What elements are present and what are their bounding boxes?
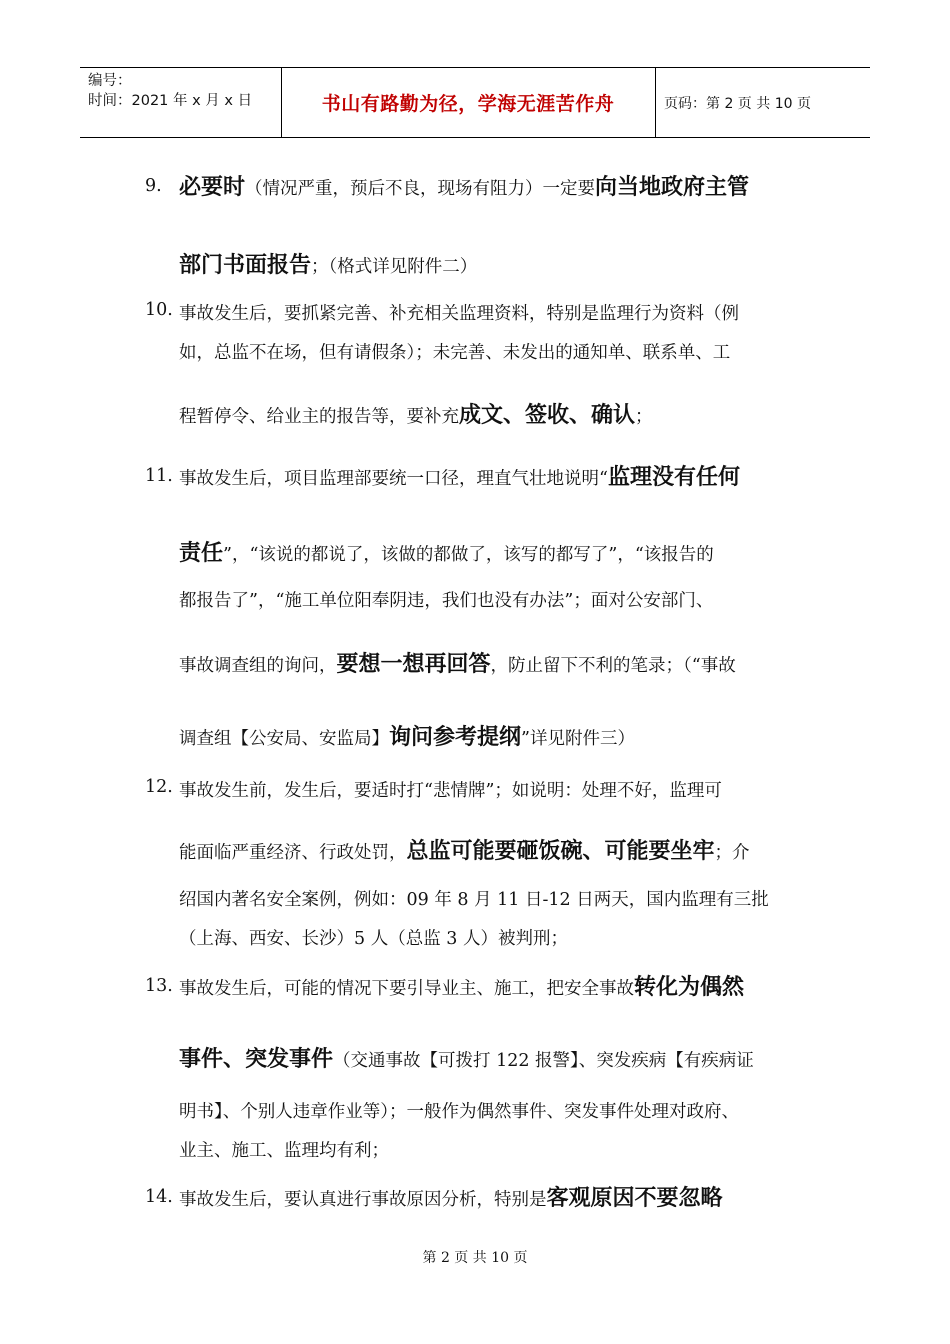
header-page-number: 页码：第 2 页 共 10 页 <box>664 95 811 112</box>
plain-text: ”详见附件三） <box>521 729 635 749</box>
item-line: 事故发生前，发生后，要适时打“悲情牌”；如说明：处理不好，监理可 <box>179 781 722 801</box>
item-line <box>179 1181 723 1212</box>
emphasis-text: 客观原因不要忽略 <box>546 1186 723 1211</box>
header-divider <box>655 68 656 137</box>
plain-text: 程暂停令、给业主的报告等，要补充 <box>179 407 459 427</box>
item-line <box>179 536 714 567</box>
item-line: 明书】、个别人违章作业等）；一般作为偶然事件、突发事件处理对政府、 <box>179 1102 739 1122</box>
item-line <box>179 1042 754 1073</box>
emphasis-text: 成文、签收、确认 <box>459 403 636 428</box>
item-line <box>179 647 736 678</box>
page-footer: 第 2 页 共 10 页 <box>422 1250 528 1266</box>
plain-text: ”，“该说的都说了，该做的都做了，该写的都写了”，“该报告的 <box>223 545 714 565</box>
item-line <box>179 248 477 279</box>
document-number-label: 编号： <box>88 73 132 89</box>
plain-text: 调查组【公安局、安监局】 <box>179 729 389 749</box>
item-line: （上海、西安、长沙）5 人（总监 3 人）被判刑； <box>179 929 568 949</box>
header-left-cell <box>88 71 252 111</box>
plain-text: ； <box>635 407 653 427</box>
plain-text: （交通事故【可拨打 122 报警】、突发疾病【有疾病证 <box>333 1051 754 1071</box>
plain-text: ；（格式详见附件二） <box>311 257 478 277</box>
plain-text: ；介 <box>714 843 750 863</box>
plain-text: 能面临严重经济、行政处罚， <box>179 843 407 863</box>
item-line: 如，总监不在场，但有请假条）；未完善、未发出的通知单、联系单、工 <box>179 343 731 363</box>
item-line <box>179 170 749 201</box>
emphasis-text: 必要时 <box>179 175 246 200</box>
item-line <box>179 398 653 429</box>
document-header <box>80 67 870 138</box>
header-motto: 书山有路勤为径，学海无涯苦作舟 <box>321 93 615 115</box>
plain-text: 事故发生后，项目监理部要统一口径，理直气壮地说明“ <box>179 469 608 489</box>
emphasis-text: 事件、突发事件 <box>179 1047 334 1072</box>
emphasis-text: 向当地政府主管 <box>595 175 750 200</box>
item-line: 事故发生后，要抓紧完善、补充相关监理资料，特别是监理行为资料（例 <box>179 304 739 324</box>
emphasis-text: 询问参考提纲 <box>389 725 522 750</box>
emphasis-text: 责任 <box>179 541 224 566</box>
plain-text: 事故发生后，要认真进行事故原因分析，特别是 <box>179 1190 547 1210</box>
document-time-label: 时间：2021 年 x 月 x 日 <box>88 93 253 109</box>
plain-text: 事故发生后，可能的情况下要引导业主、施工，把安全事故 <box>179 979 634 999</box>
item-line <box>179 720 635 751</box>
item-number: 9. <box>145 176 162 196</box>
item-line <box>179 834 750 865</box>
item-line <box>179 460 740 491</box>
emphasis-text: 监理没有任何 <box>607 465 740 490</box>
emphasis-text: 总监可能要砸饭碗、可能要坐牢 <box>406 839 715 864</box>
emphasis-text: 部门书面报告 <box>179 253 312 278</box>
emphasis-text: 要想一想再回答 <box>336 652 491 677</box>
plain-text: ，防止留下不利的笔录；（“事故 <box>490 656 736 676</box>
plain-text: 事故调查组的询问， <box>179 656 337 676</box>
item-number: 10. <box>145 300 173 320</box>
item-line: 业主、施工、监理均有利； <box>179 1141 389 1161</box>
item-number: 11. <box>145 466 173 486</box>
item-line: 都报告了”，“施工单位阳奉阴违，我们也没有办法”；面对公安部门、 <box>179 591 714 611</box>
emphasis-text: 转化为偶然 <box>634 975 745 1000</box>
item-line <box>179 970 744 1001</box>
item-number: 14. <box>145 1187 173 1207</box>
item-number: 12. <box>145 777 173 797</box>
item-number: 13. <box>145 976 173 996</box>
item-line: 绍国内著名安全案例，例如：09 年 8 月 11 日-12 日两天，国内监理有三批 <box>179 890 769 910</box>
plain-text: （情况严重，预后不良，现场有阻力）一定要 <box>245 179 596 199</box>
